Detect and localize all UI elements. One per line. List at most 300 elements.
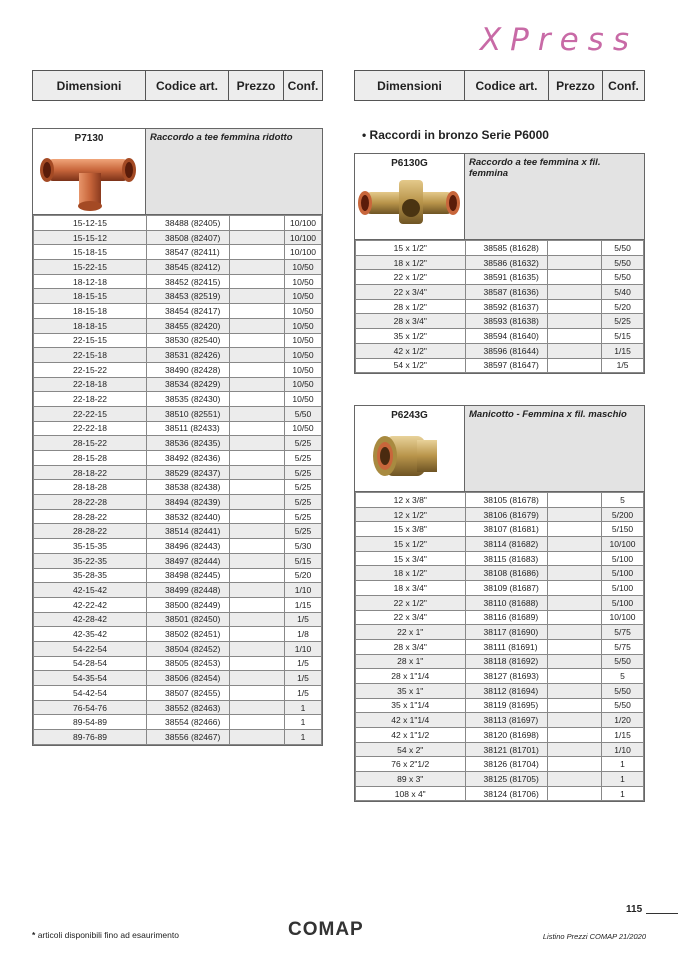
table-row xyxy=(356,329,644,344)
table-row xyxy=(34,451,322,466)
cell-codice: 38496 (82443) xyxy=(147,539,230,554)
cell-dimensioni: 22 x 3/4" xyxy=(356,285,466,300)
cell-conf: 1 xyxy=(602,757,644,772)
cell-conf: 1 xyxy=(285,730,322,745)
cell-dimensioni: 22-22-18 xyxy=(34,421,147,436)
cell-dimensioni: 42 x 1/2" xyxy=(356,343,466,358)
cell-prezzo xyxy=(548,493,602,508)
cell-dimensioni: 22-15-15 xyxy=(34,333,147,348)
listino-label: Listino Prezzi COMAP 21/2020 xyxy=(542,932,646,941)
cell-codice: 38547 (82411) xyxy=(147,245,230,260)
cell-codice: 38501 (82450) xyxy=(147,612,230,627)
cell-dimensioni: 15 x 1/2" xyxy=(356,537,466,552)
cell-dimensioni: 42 x 1"1/2 xyxy=(356,728,466,743)
cell-prezzo xyxy=(230,289,285,304)
bronze-coupling-image xyxy=(355,424,463,490)
table-row xyxy=(34,230,322,245)
table-row xyxy=(34,730,322,745)
cell-prezzo xyxy=(548,713,602,728)
cell-prezzo xyxy=(230,362,285,377)
cell-conf: 1/15 xyxy=(602,728,644,743)
cell-conf: 5/100 xyxy=(602,551,644,566)
table-row xyxy=(356,493,644,508)
cell-dimensioni: 18 x 1/2" xyxy=(356,255,466,270)
cell-prezzo xyxy=(548,654,602,669)
cell-conf: 5/150 xyxy=(602,522,644,537)
cell-codice: 38109 (81687) xyxy=(465,581,548,596)
cell-codice: 38125 (81705) xyxy=(465,772,548,787)
cell-conf: 5/50 xyxy=(602,698,644,713)
cell-prezzo xyxy=(230,686,285,701)
cell-prezzo xyxy=(548,625,602,640)
cell-prezzo xyxy=(548,314,602,329)
cell-codice: 38120 (81698) xyxy=(465,728,548,743)
p6130g-table xyxy=(355,240,644,373)
header-codice: Codice art. xyxy=(465,71,549,100)
table-row xyxy=(356,581,644,596)
cell-prezzo xyxy=(230,597,285,612)
cell-dimensioni: 54-22-54 xyxy=(34,641,147,656)
cell-prezzo xyxy=(548,728,602,743)
cell-prezzo xyxy=(548,581,602,596)
cell-codice: 38126 (81704) xyxy=(465,757,548,772)
cell-dimensioni: 18 x 1/2" xyxy=(356,566,466,581)
cell-dimensioni: 28-18-28 xyxy=(34,480,147,495)
section-title-text: Raccordi in bronzo Serie P6000 xyxy=(369,128,549,142)
cell-codice: 38127 (81693) xyxy=(465,669,548,684)
cell-prezzo xyxy=(548,537,602,552)
table-row xyxy=(356,757,644,772)
cell-codice: 38535 (82430) xyxy=(147,392,230,407)
page-number-rule xyxy=(646,913,678,914)
cell-conf: 1/8 xyxy=(285,627,322,642)
cell-prezzo xyxy=(548,639,602,654)
table-row xyxy=(356,270,644,285)
cell-prezzo xyxy=(230,553,285,568)
cell-codice: 38499 (82448) xyxy=(147,583,230,598)
brand-title: XPress xyxy=(479,22,638,58)
cell-dimensioni: 42-28-42 xyxy=(34,612,147,627)
cell-conf: 5/100 xyxy=(602,566,644,581)
cell-prezzo xyxy=(230,216,285,231)
cell-dimensioni: 42 x 1"1/4 xyxy=(356,713,466,728)
cell-prezzo xyxy=(230,333,285,348)
cell-prezzo xyxy=(548,551,602,566)
cell-dimensioni: 22-18-22 xyxy=(34,392,147,407)
cell-conf: 5/50 xyxy=(602,255,644,270)
cell-prezzo xyxy=(230,627,285,642)
cell-conf: 5/40 xyxy=(602,285,644,300)
table-row xyxy=(34,245,322,260)
table-row xyxy=(34,715,322,730)
table-row xyxy=(34,641,322,656)
table-row xyxy=(356,343,644,358)
table-row xyxy=(34,260,322,275)
product-image-cell xyxy=(355,406,465,491)
cell-prezzo xyxy=(548,507,602,522)
cell-dimensioni: 76 x 2"1/2 xyxy=(356,757,466,772)
cell-conf: 10/50 xyxy=(285,362,322,377)
cell-codice: 38121 (81701) xyxy=(465,742,548,757)
p7130-table xyxy=(33,215,322,745)
cell-codice: 38455 (82420) xyxy=(147,318,230,333)
cell-conf: 1/5 xyxy=(285,656,322,671)
table-row xyxy=(356,786,644,801)
cell-dimensioni: 18-15-15 xyxy=(34,289,147,304)
cell-codice: 38454 (82417) xyxy=(147,304,230,319)
cell-prezzo xyxy=(230,436,285,451)
cell-codice: 38514 (82441) xyxy=(147,524,230,539)
cell-dimensioni: 35 x 1" xyxy=(356,683,466,698)
table-row xyxy=(34,583,322,598)
cell-conf: 5/20 xyxy=(285,568,322,583)
cell-dimensioni: 15-22-15 xyxy=(34,260,147,275)
cell-conf: 10/50 xyxy=(285,377,322,392)
header-prezzo: Prezzo xyxy=(549,71,603,100)
cell-prezzo xyxy=(230,377,285,392)
table-row xyxy=(356,299,644,314)
cell-dimensioni: 89 x 3" xyxy=(356,772,466,787)
cell-dimensioni: 54-35-54 xyxy=(34,671,147,686)
table-row xyxy=(356,610,644,625)
cell-conf: 10/50 xyxy=(285,318,322,333)
table-row xyxy=(34,480,322,495)
cell-prezzo xyxy=(230,480,285,495)
cell-dimensioni: 22 x 3/4" xyxy=(356,610,466,625)
cell-dimensioni: 22-15-18 xyxy=(34,348,147,363)
header-codice: Codice art. xyxy=(146,71,229,100)
table-row xyxy=(34,597,322,612)
cell-dimensioni: 76-54-76 xyxy=(34,700,147,715)
table-row xyxy=(356,742,644,757)
cell-dimensioni: 28-28-22 xyxy=(34,524,147,539)
cell-prezzo xyxy=(548,270,602,285)
table-row xyxy=(356,713,644,728)
cell-dimensioni: 22-18-18 xyxy=(34,377,147,392)
cell-conf: 5/50 xyxy=(602,241,644,256)
table-row xyxy=(34,495,322,510)
cell-prezzo xyxy=(230,671,285,686)
table-row xyxy=(34,216,322,231)
cell-dimensioni: 42-22-42 xyxy=(34,597,147,612)
header-prezzo: Prezzo xyxy=(229,71,284,100)
cell-codice: 38591 (81635) xyxy=(465,270,548,285)
cell-dimensioni: 18 x 3/4" xyxy=(356,581,466,596)
table-row xyxy=(356,669,644,684)
cell-dimensioni: 35-22-35 xyxy=(34,553,147,568)
cell-prezzo xyxy=(230,421,285,436)
product-code: P6130G xyxy=(391,158,428,169)
cell-codice: 38531 (82426) xyxy=(147,348,230,363)
cell-conf: 5/25 xyxy=(285,451,322,466)
table-row xyxy=(34,362,322,377)
cell-conf: 5 xyxy=(602,493,644,508)
cell-codice: 38536 (82435) xyxy=(147,436,230,451)
cell-codice: 38538 (82438) xyxy=(147,480,230,495)
cell-dimensioni: 18-12-18 xyxy=(34,274,147,289)
left-column-header xyxy=(32,70,323,101)
cell-codice: 38592 (81637) xyxy=(465,299,548,314)
cell-dimensioni: 22 x 1/2" xyxy=(356,270,466,285)
cell-conf: 5/50 xyxy=(602,654,644,669)
cell-codice: 38107 (81681) xyxy=(465,522,548,537)
cell-conf: 10/50 xyxy=(285,274,322,289)
cell-dimensioni: 42-15-42 xyxy=(34,583,147,598)
cell-prezzo xyxy=(548,299,602,314)
cell-prezzo xyxy=(548,683,602,698)
cell-prezzo xyxy=(548,566,602,581)
product-description: Raccordo a tee femmina ridotto xyxy=(146,129,322,214)
table-row xyxy=(356,314,644,329)
cell-dimensioni: 22-15-22 xyxy=(34,362,147,377)
table-row xyxy=(34,406,322,421)
cell-codice: 38492 (82436) xyxy=(147,451,230,466)
cell-conf: 10/50 xyxy=(285,260,322,275)
table-row xyxy=(34,539,322,554)
cell-conf: 5/50 xyxy=(285,406,322,421)
comap-logo: COMAP xyxy=(288,919,364,940)
product-block-p6243g xyxy=(354,405,645,802)
cell-codice: 38488 (82405) xyxy=(147,216,230,231)
header-dimensioni: Dimensioni xyxy=(33,71,146,100)
table-row xyxy=(34,421,322,436)
cell-dimensioni: 22 x 1" xyxy=(356,625,466,640)
table-row xyxy=(34,553,322,568)
cell-codice: 38105 (81678) xyxy=(465,493,548,508)
cell-prezzo xyxy=(230,641,285,656)
cell-codice: 38511 (82433) xyxy=(147,421,230,436)
cell-codice: 38108 (81686) xyxy=(465,566,548,581)
table-row xyxy=(34,289,322,304)
page-number: 115 xyxy=(626,904,643,915)
cell-codice: 38110 (81688) xyxy=(465,595,548,610)
cell-prezzo xyxy=(548,343,602,358)
cell-prezzo xyxy=(230,495,285,510)
cell-conf: 5/25 xyxy=(285,436,322,451)
cell-codice: 38119 (81695) xyxy=(465,698,548,713)
cell-codice: 38597 (81647) xyxy=(465,358,548,373)
table-row xyxy=(34,377,322,392)
table-row xyxy=(356,683,644,698)
cell-codice: 38532 (82440) xyxy=(147,509,230,524)
copper-tee-fitting-image xyxy=(33,145,144,213)
cell-conf: 5/100 xyxy=(602,581,644,596)
cell-codice: 38552 (82463) xyxy=(147,700,230,715)
cell-conf: 5/25 xyxy=(285,509,322,524)
cell-codice: 38530 (82540) xyxy=(147,333,230,348)
cell-codice: 38112 (81694) xyxy=(465,683,548,698)
cell-conf: 5/200 xyxy=(602,507,644,522)
cell-dimensioni: 22 x 1/2" xyxy=(356,595,466,610)
table-row xyxy=(356,507,644,522)
cell-prezzo xyxy=(230,465,285,480)
cell-codice: 38497 (82444) xyxy=(147,553,230,568)
cell-conf: 10/50 xyxy=(285,392,322,407)
cell-codice: 38505 (82453) xyxy=(147,656,230,671)
table-row xyxy=(34,627,322,642)
table-row xyxy=(356,625,644,640)
cell-prezzo xyxy=(548,595,602,610)
cell-conf: 1/15 xyxy=(602,343,644,358)
cell-dimensioni: 35-28-35 xyxy=(34,568,147,583)
table-row xyxy=(34,656,322,671)
product-image-cell xyxy=(355,154,465,239)
cell-prezzo xyxy=(230,715,285,730)
cell-prezzo xyxy=(548,772,602,787)
cell-conf: 1/10 xyxy=(602,742,644,757)
cell-dimensioni: 28 x 1"1/4 xyxy=(356,669,466,684)
product-block-p7130 xyxy=(32,128,323,746)
cell-codice: 38116 (81689) xyxy=(465,610,548,625)
cell-dimensioni: 35-15-35 xyxy=(34,539,147,554)
cell-dimensioni: 28 x 3/4" xyxy=(356,314,466,329)
cell-prezzo xyxy=(548,241,602,256)
cell-prezzo xyxy=(548,522,602,537)
cell-conf: 5/25 xyxy=(285,465,322,480)
cell-prezzo xyxy=(230,583,285,598)
cell-prezzo xyxy=(230,451,285,466)
cell-codice: 38587 (81636) xyxy=(465,285,548,300)
table-row xyxy=(34,671,322,686)
cell-dimensioni: 28-22-28 xyxy=(34,495,147,510)
cell-codice: 38117 (81690) xyxy=(465,625,548,640)
cell-conf: 1/5 xyxy=(285,671,322,686)
product-code: P6243G xyxy=(391,410,428,421)
cell-conf: 5/25 xyxy=(285,480,322,495)
cell-conf: 5/25 xyxy=(285,495,322,510)
cell-prezzo xyxy=(548,742,602,757)
product-code: P7130 xyxy=(74,133,104,144)
table-row xyxy=(34,686,322,701)
table-row xyxy=(356,285,644,300)
cell-prezzo xyxy=(230,656,285,671)
note-text: articoli disponibili fino ad esaurimento xyxy=(37,930,179,940)
cell-dimensioni: 15 x 1/2" xyxy=(356,241,466,256)
cell-dimensioni: 54 x 1/2" xyxy=(356,358,466,373)
header-conf: Conf. xyxy=(287,78,319,93)
cell-dimensioni: 54-42-54 xyxy=(34,686,147,701)
cell-conf: 10/50 xyxy=(285,304,322,319)
cell-codice: 38556 (82467) xyxy=(147,730,230,745)
cell-dimensioni: 54 x 2" xyxy=(356,742,466,757)
cell-dimensioni: 15 x 3/8" xyxy=(356,522,466,537)
cell-codice: 38490 (82428) xyxy=(147,362,230,377)
cell-codice: 38545 (82412) xyxy=(147,260,230,275)
cell-codice: 38586 (81632) xyxy=(465,255,548,270)
cell-codice: 38114 (81682) xyxy=(465,537,548,552)
cell-conf: 5/15 xyxy=(285,553,322,568)
cell-dimensioni: 35 x 1"1/4 xyxy=(356,698,466,713)
cell-conf: 5/50 xyxy=(602,683,644,698)
cell-codice: 38529 (82437) xyxy=(147,465,230,480)
cell-conf: 5/25 xyxy=(602,314,644,329)
cell-conf: 1/20 xyxy=(602,713,644,728)
cell-conf: 1 xyxy=(602,772,644,787)
cell-dimensioni: 28 x 1" xyxy=(356,654,466,669)
cell-codice: 38594 (81640) xyxy=(465,329,548,344)
cell-prezzo xyxy=(230,406,285,421)
cell-prezzo xyxy=(230,524,285,539)
cell-dimensioni: 15-15-12 xyxy=(34,230,147,245)
cell-dimensioni: 89-76-89 xyxy=(34,730,147,745)
table-row xyxy=(356,358,644,373)
table-row xyxy=(356,551,644,566)
cell-codice: 38498 (82445) xyxy=(147,568,230,583)
table-row xyxy=(34,568,322,583)
cell-codice: 38506 (82454) xyxy=(147,671,230,686)
table-row xyxy=(34,465,322,480)
cell-conf: 1/5 xyxy=(285,612,322,627)
cell-conf: 5/25 xyxy=(285,524,322,539)
cell-codice: 38508 (82407) xyxy=(147,230,230,245)
table-row xyxy=(34,392,322,407)
cell-prezzo xyxy=(230,348,285,363)
table-row xyxy=(356,728,644,743)
table-row xyxy=(356,654,644,669)
cell-dimensioni: 89-54-89 xyxy=(34,715,147,730)
cell-codice: 38452 (82415) xyxy=(147,274,230,289)
cell-codice: 38585 (81628) xyxy=(465,241,548,256)
table-row xyxy=(34,333,322,348)
product-block-p6130g xyxy=(354,153,645,374)
cell-conf: 5 xyxy=(602,669,644,684)
cell-prezzo xyxy=(548,358,602,373)
cell-prezzo xyxy=(230,230,285,245)
cell-prezzo xyxy=(230,245,285,260)
table-row xyxy=(356,537,644,552)
cell-prezzo xyxy=(230,568,285,583)
table-row xyxy=(34,348,322,363)
table-row xyxy=(34,524,322,539)
product-description: Raccordo a tee femmina x fil. femmina xyxy=(465,154,644,239)
table-row xyxy=(34,612,322,627)
table-row xyxy=(356,255,644,270)
cell-dimensioni: 54-28-54 xyxy=(34,656,147,671)
cell-codice: 38111 (81691) xyxy=(465,639,548,654)
cell-dimensioni: 22-22-15 xyxy=(34,406,147,421)
cell-conf: 1 xyxy=(285,700,322,715)
cell-conf: 5/100 xyxy=(602,595,644,610)
cell-prezzo xyxy=(548,669,602,684)
cell-conf: 5/15 xyxy=(602,329,644,344)
cell-conf: 1/5 xyxy=(285,686,322,701)
cell-codice: 38113 (81697) xyxy=(465,713,548,728)
cell-prezzo xyxy=(230,392,285,407)
cell-conf: 1/5 xyxy=(602,358,644,373)
cell-conf: 1/10 xyxy=(285,583,322,598)
product-image-cell xyxy=(33,129,146,214)
cell-prezzo xyxy=(548,329,602,344)
cell-dimensioni: 28-15-28 xyxy=(34,451,147,466)
cell-dimensioni: 108 x 4" xyxy=(356,786,466,801)
cell-codice: 38500 (82449) xyxy=(147,597,230,612)
table-row xyxy=(356,639,644,654)
table-row xyxy=(356,772,644,787)
section-title xyxy=(362,128,549,142)
cell-prezzo xyxy=(230,539,285,554)
cell-codice: 38554 (82466) xyxy=(147,715,230,730)
cell-codice: 38507 (82455) xyxy=(147,686,230,701)
cell-conf: 1/15 xyxy=(285,597,322,612)
table-row xyxy=(356,241,644,256)
cell-codice: 38534 (82429) xyxy=(147,377,230,392)
cell-conf: 10/50 xyxy=(285,348,322,363)
cell-prezzo xyxy=(548,610,602,625)
cell-codice: 38502 (82451) xyxy=(147,627,230,642)
cell-prezzo xyxy=(230,318,285,333)
cell-prezzo xyxy=(548,255,602,270)
header-dimensioni: Dimensioni xyxy=(355,71,465,100)
